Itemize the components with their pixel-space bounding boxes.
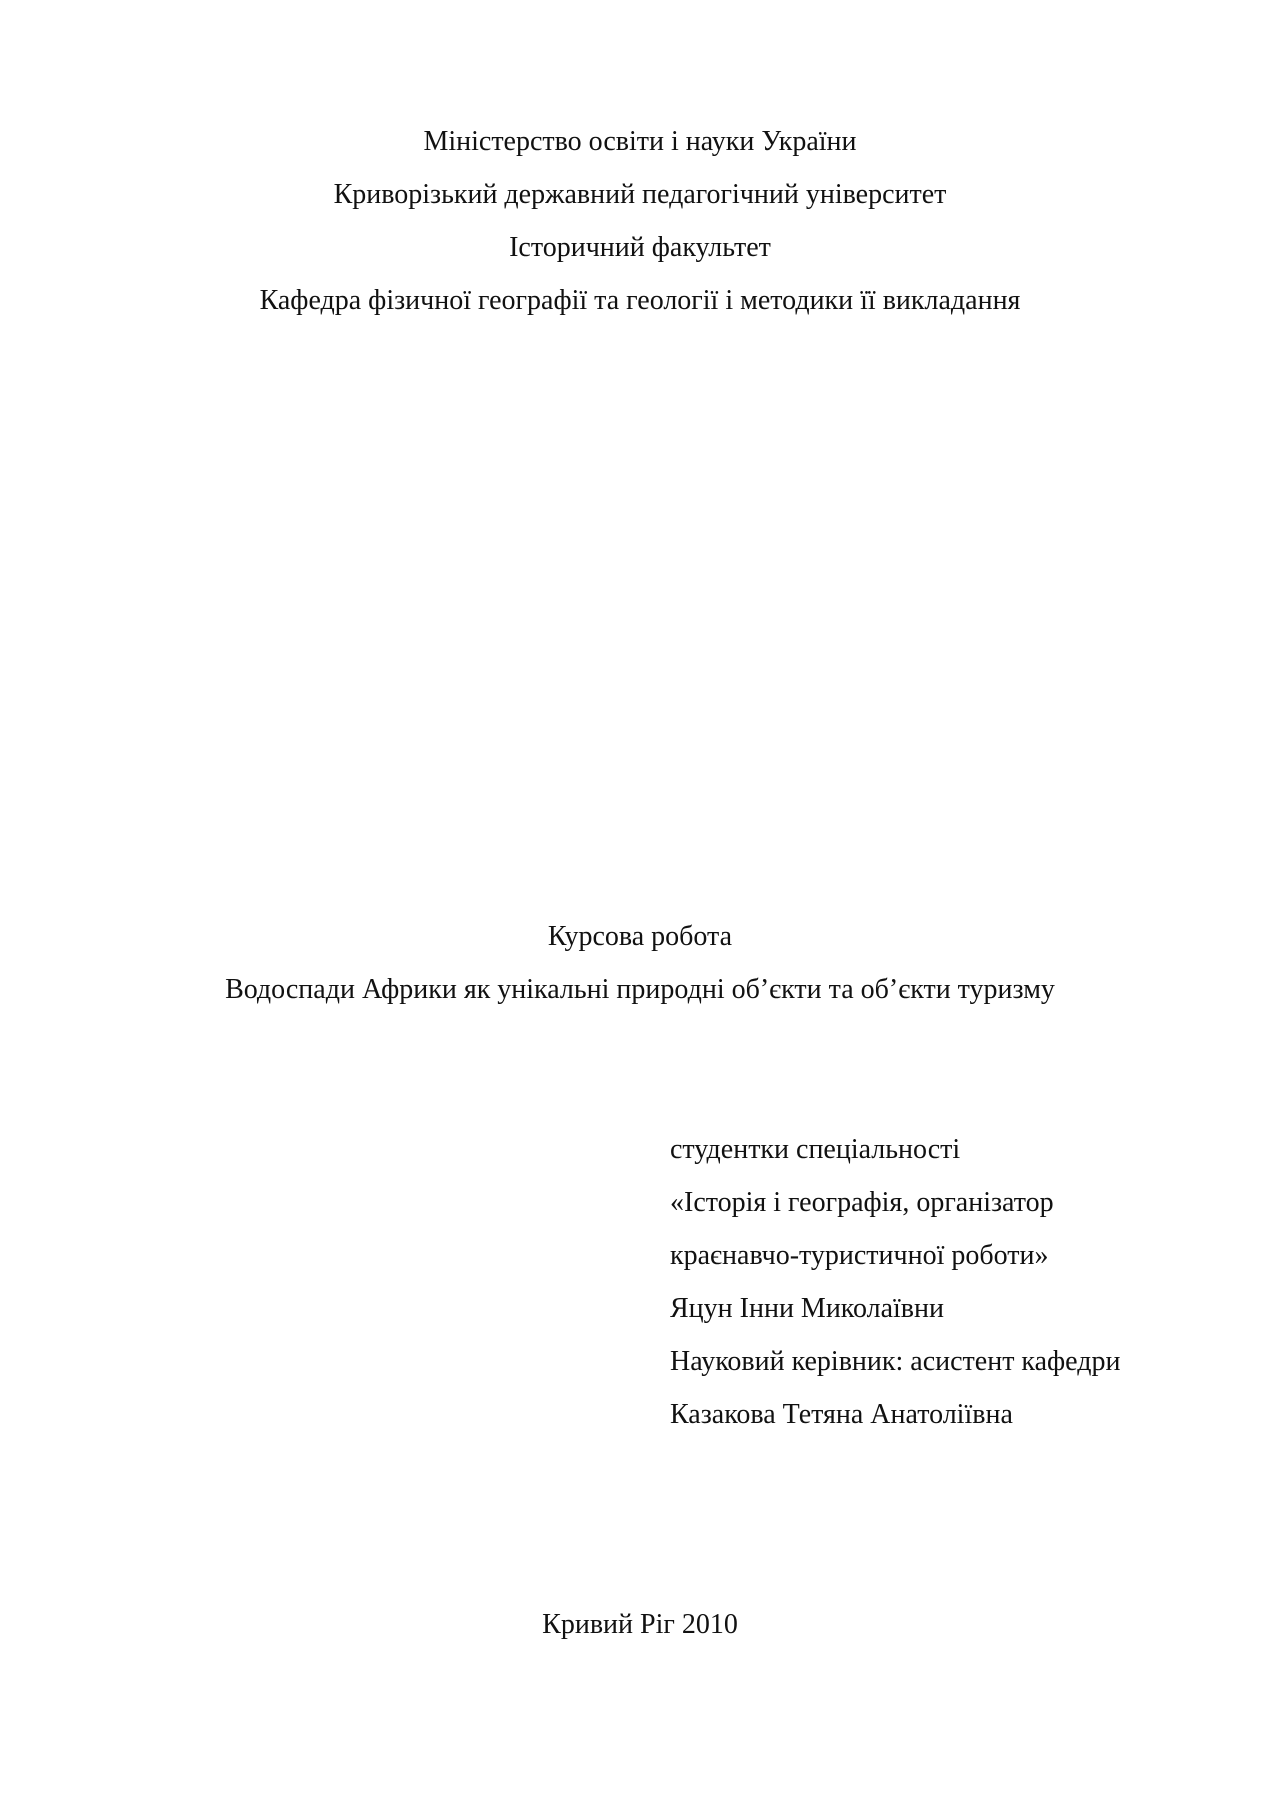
city-year: Кривий Ріг 2010 <box>542 1609 738 1640</box>
supervisor-name: Казакова Тетяна Анатоліївна <box>670 1399 1013 1430</box>
department-line: Кафедра фізичної географії та геології і методики її викладання <box>259 285 1021 316</box>
author-info-line: студентки спеціальності <box>670 1134 961 1165</box>
work-topic: Водоспади Африки як унікальні природні об’єкти та об’єкти туризму <box>225 974 1055 1005</box>
author-name: Яцун Інни Миколаївни <box>670 1293 944 1324</box>
university-line: Криворізький державний педагогічний університет <box>333 179 947 210</box>
author-info-line: краєнавчо-туристичної роботи» <box>670 1240 1049 1271</box>
supervisor-title: Науковий керівник: асистент кафедри <box>670 1346 1121 1377</box>
work-type: Курсова робота <box>547 921 733 952</box>
author-info-line: «Історія і географія, організатор <box>670 1187 1054 1218</box>
faculty-line: Історичний факультет <box>509 232 771 263</box>
ministry-line: Міністерство освіти і науки України <box>423 126 857 157</box>
